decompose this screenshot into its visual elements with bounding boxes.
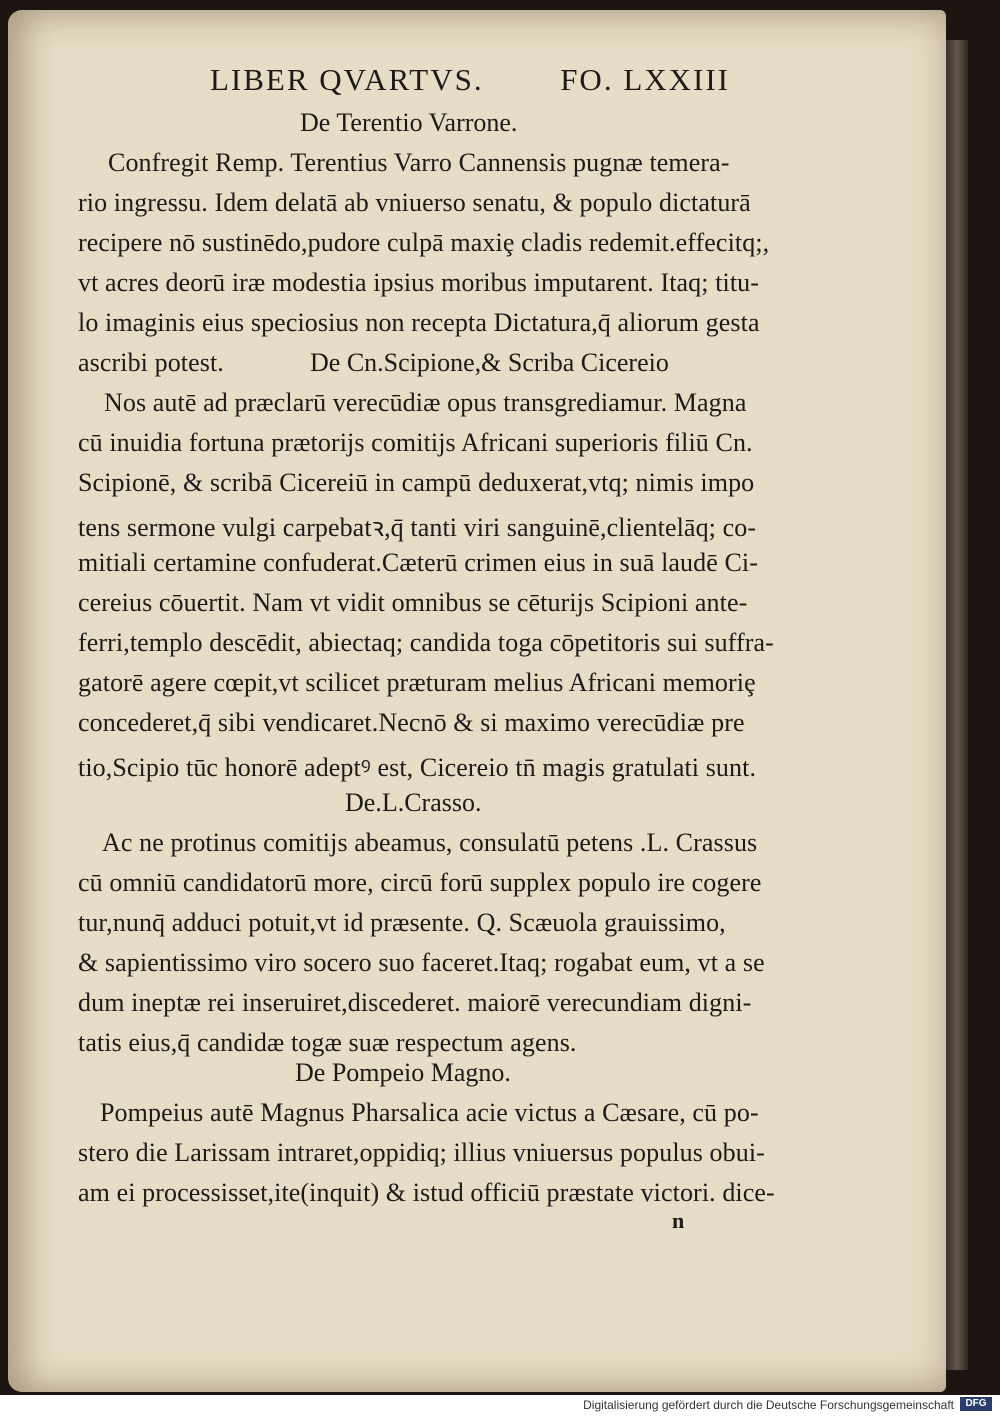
- section-heading: De Terentio Varrone.: [300, 108, 518, 137]
- folio-number: FO. LXXIII: [560, 62, 730, 97]
- text-line: dum ineptæ rei inseruiret,discederet. maiorē verecundiam digni-: [78, 988, 752, 1017]
- footer-credit: Digitalisierung gefördert durch die Deutsche Forschungsgemeinschaft: [583, 1398, 954, 1412]
- text-line: cū omniū candidatorū more, circū forū supplex populo ire cogere: [78, 868, 762, 897]
- section-heading: De.L.Crasso.: [345, 788, 482, 817]
- text-line: vt acres deorū iræ modestia ipsius moribus imputarent. Itaq; titu-: [78, 268, 760, 297]
- text-line: tur,nunq̄ adduci potuit,vt id præsente. Q. Scæuola grauissimo,: [78, 908, 726, 937]
- text-line: recipere nō sustinēdo,pudore culpā maxiȩ cladis redemit.effecitq;,: [78, 228, 770, 257]
- text-line: tio,Scipio tūc honorē adeptꝰ est, Cicereio tn̄ magis gratulati sunt.: [78, 753, 757, 782]
- section-heading: De Cn.Scipione,& Scriba Cicereio: [310, 348, 669, 377]
- text-line: tens sermone vulgi carpebatꝛ,q̄ tanti viri sanguinē,clientelāq; co-: [78, 513, 757, 542]
- text-line: ascribi potest.: [78, 348, 224, 377]
- text-line: Ac ne protinus comitijs abeamus, consulatū petens .L. Crassus: [102, 828, 758, 857]
- text-line: mitiali certamine confuderat.Cæterū crimen eius in suā laudē Ci-: [78, 548, 759, 577]
- text-line: rio ingressu. Idem delatā ab vniuerso senatu, & populo dictaturā: [78, 188, 751, 217]
- text-line: Nos autē ad præclarū verecūdiæ opus transgrediamur. Magna: [104, 388, 747, 417]
- text-line: gatorē agere cœpit,vt scilicet præturam melius Africani memoriȩ: [78, 668, 756, 697]
- running-head-title: LIBER QVARTVS.: [210, 62, 484, 97]
- text-line: cū inuidia fortuna prætorijs comitijs Africani superioris filiū Cn.: [78, 428, 753, 457]
- text-line: lo imaginis eius speciosius non recepta Dictatura,q̄ aliorum gesta: [78, 308, 760, 337]
- text-line: stero die Larissam intraret,oppidiq; illius vniuersus populus obui-: [78, 1138, 765, 1167]
- section-heading: De Pompeio Magno.: [295, 1058, 511, 1087]
- text-line: ferri,templo descēdit, abiectaq; candida toga cōpetitoris sui suffra-: [78, 628, 774, 657]
- text-line: concederet,q̄ sibi vendicaret.Necnō & si maximo verecūdiæ pre: [78, 708, 745, 737]
- signature-mark: n: [672, 1208, 685, 1233]
- running-head: [210, 62, 730, 108]
- text-line: cereius cōuertit. Nam vt vidit omnibus se cēturijs Scipioni ante-: [78, 588, 748, 617]
- text-line: Confregit Remp. Terentius Varro Cannensis pugnæ temera-: [108, 148, 730, 177]
- text-line: am ei processisset,ite(inquit) & istud officiū præstate victori. dice-: [78, 1178, 775, 1207]
- text-line: & sapientissimo viro socero suo faceret.Itaq; rogabat eum, vt a se: [78, 948, 765, 977]
- text-line: Scipionē, & scribā Cicereiū in campū deduxerat,vtq; nimis impo: [78, 468, 755, 497]
- dfg-logo-icon: DFG: [960, 1397, 992, 1411]
- text-line: Pompeius autē Magnus Pharsalica acie victus a Cæsare, cū po-: [100, 1098, 759, 1127]
- text-line: tatis eius,q̄ candidæ togæ suæ respectum agens.: [78, 1028, 577, 1057]
- page-edge: [946, 40, 968, 1370]
